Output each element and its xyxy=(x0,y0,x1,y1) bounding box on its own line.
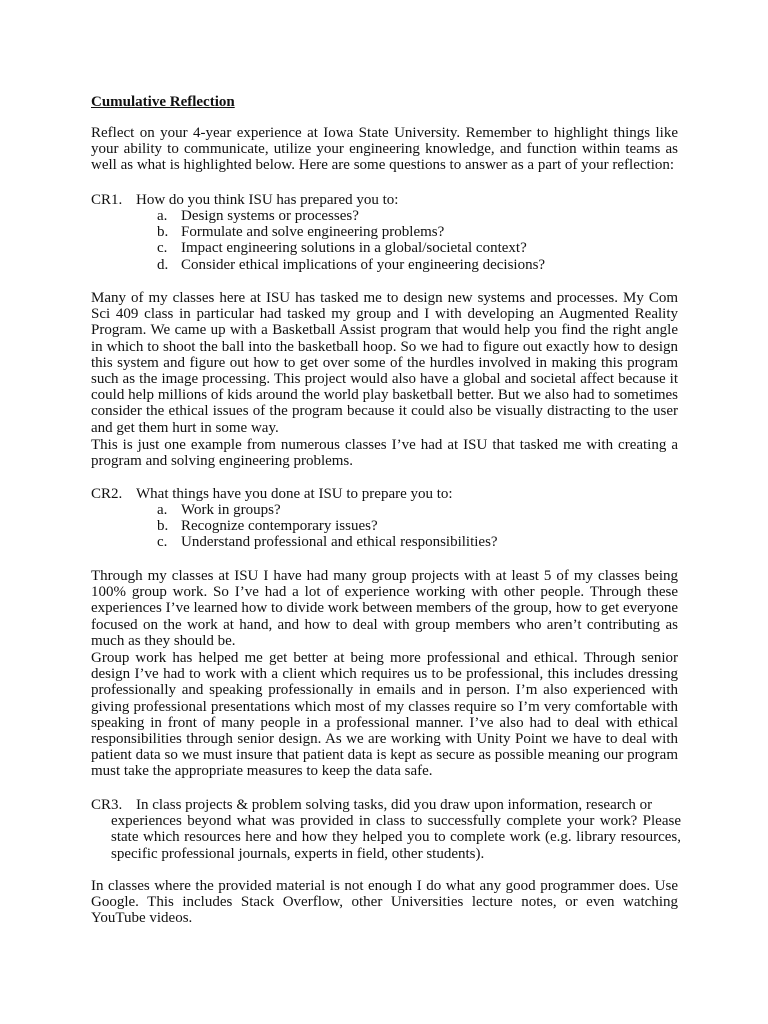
cr2-item-list xyxy=(157,502,498,551)
cr1-item-list xyxy=(157,208,545,273)
answer1-paragraph-2: This is just one example from numerous classes I’ve had at ISU that tasked me with creating a program and solving engineering problems. xyxy=(91,437,678,470)
answer2-paragraph-2: Group work has helped me get better at being more professional and ethical. Through senior design I’ve had to work with a client which requires us to be professional, this includes dressing professionally and speaking professionally in emails and in person. I’m also experienced with giving professional presentations which most of my classes require so I’m very comfortable with speaking in front of many people in a professional manner. I’ve also had to deal with ethical responsibilities through senior design. As we are working with Unity Point we have to deal with patient data so we must insure that patient data is kept as secure as possible meaning our program must take the appropriate measures to keep the data safe. xyxy=(91,650,678,780)
list-item: b. Recognize contemporary issues? xyxy=(157,518,378,535)
intro-paragraph: Reflect on your 4-year experience at Iowa State University. Remember to highlight things like your ability to communicate, utilize your engineering knowledge, and function within teams as well as what is highlighted below. Here are some questions to answer as a part of your reflection: xyxy=(91,125,678,174)
cr2-number: CR2. xyxy=(91,486,123,502)
page-title: Cumulative Reflection xyxy=(91,94,235,110)
list-item: a. Design systems or processes? xyxy=(157,208,359,224)
cr1-question-text: How do you think ISU has prepared you to: xyxy=(136,192,399,208)
answer3-paragraph: In classes where the provided material is not enough I do what any good programmer does. Use Google. This includes Stack Overflow, other Universities lecture notes, or even watching YouTube videos. xyxy=(91,878,678,927)
list-item: a. Work in groups? xyxy=(157,502,281,518)
cr2-question xyxy=(91,486,681,502)
list-item: c. Understand professional and ethical responsibilities? xyxy=(157,534,498,551)
cr3-number: CR3. xyxy=(91,797,123,813)
cr1-number: CR1. xyxy=(91,192,123,208)
cr1-question xyxy=(91,192,681,208)
list-item: c. Impact engineering solutions in a global/societal context? xyxy=(157,240,527,257)
cr3-question-first-line: In class projects & problem solving tasks, did you draw upon information, research or xyxy=(136,797,653,813)
answer1-paragraph-1: Many of my classes here at ISU has tasked me to design new systems and processes. My Com Sci 409 class in particular had tasked my group and I with developing an Augmented Reality Program. We came up with a Basketball Assist program that would help you find the right angle in which to shoot the ball into the basketball hoop. So we had to figure out exactly how to design this system and figure out how to get over some of the hurdles involved in making this program such as the image processing. This project would also have a global and societal affect because it could help millions of kids around the world play basketball better. But we also had to sometimes consider the ethical issues of the program because it could also be visually distracting to the user and get them hurt in some way. xyxy=(91,290,678,436)
list-item: d. Consider ethical implications of your engineering decisions? xyxy=(157,256,546,273)
cr3-question xyxy=(91,797,681,862)
cr2-question-text: What things have you done at ISU to prepare you to: xyxy=(136,486,453,502)
answer2-paragraph-1: Through my classes at ISU I have had many group projects with at least 5 of my classes being 100% group work. So I’ve had a lot of experience working with other people. Through these experiences I’ve learned how to divide work between members of the group, how to get everyone focused on the work at hand, and how to deal with group members who aren’t contributing as much as they should be. xyxy=(91,568,678,649)
cr3-question-continuation: experiences beyond what was provided in class to successfully complete your work? Please state which resources here and how they helped you to complete work (e.g. library resources, specific professional journals, experts in field, other students). xyxy=(111,813,681,862)
list-item: b. Formulate and solve engineering problems? xyxy=(157,224,445,241)
